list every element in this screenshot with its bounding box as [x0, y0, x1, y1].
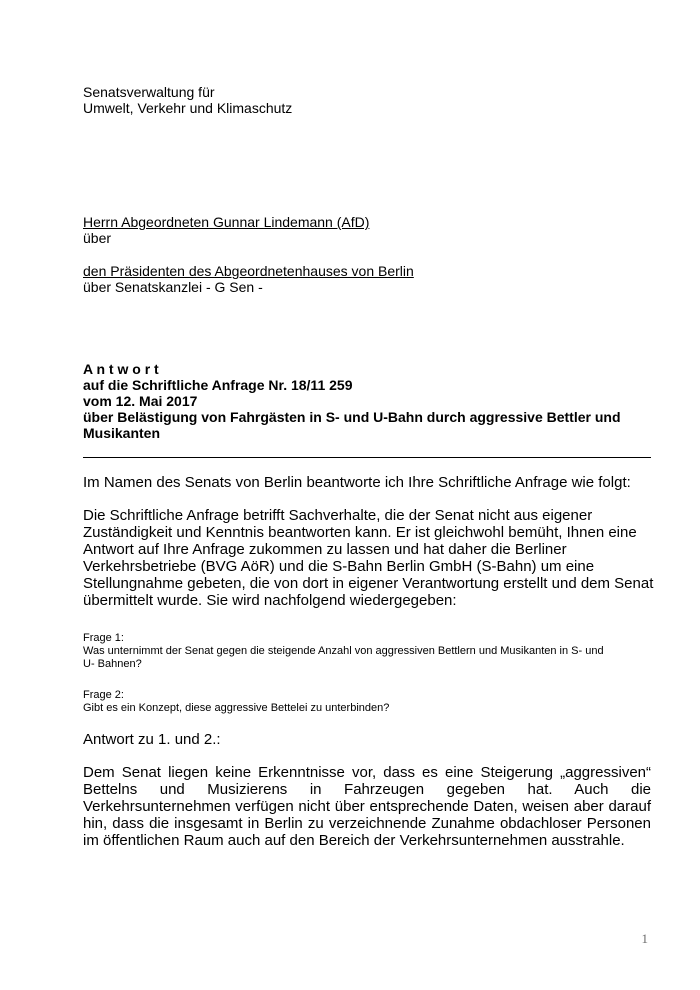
- page-number: 1: [641, 931, 648, 946]
- question-1-line-1: Was unternimmt der Senat gegen die steigende Anzahl von aggressiven Bettlern und Musikanten in S- und: [83, 645, 604, 657]
- answer-paragraph: Dem Senat liegen keine Erkenntnisse vor, dass es eine Steigerung „aggressiven“ Bettelns und Musizierens in Fahrzeugen gegeben hat. Auch die Verkehrsunternehmen verfügen nicht über entsprechende Daten, weisen aber darauf hin, dass die insgesamt in Berlin zu verzeichnende Zunahme obdachloser Personen im öffentlichen Raum auch auf den Bereich der Verkehrsunternehmen ausstrahle.: [83, 764, 651, 849]
- document-title: [83, 361, 621, 441]
- preface-line-1: Die Schriftliche Anfrage betrifft Sachverhalte, die der Senat nicht aus eigener: [83, 507, 593, 524]
- recipient-via-1: über: [83, 230, 112, 246]
- preface-line-6: übermittelt wurde. Sie wird nachfolgend wiedergegeben:: [83, 592, 457, 609]
- title-word: A n t w o r t: [83, 361, 159, 377]
- title-line-4: über Belästigung von Fahrgästen in S- und U-Bahn durch aggressive Bettler und: [83, 409, 621, 425]
- title-line-5: Musikanten: [83, 425, 161, 441]
- answer-label: Antwort zu 1. und 2.:: [83, 731, 221, 748]
- title-line-3: vom 12. Mai 2017: [83, 393, 198, 409]
- preface-line-5: Stellungnahme gebeten, die von dort in eigener Verantwortung erstellt und dem Senat: [83, 575, 654, 592]
- preface-line-3: Antwort auf Ihre Anfrage zukommen zu lassen und hat daher die Berliner: [83, 541, 567, 558]
- president-block: [83, 263, 414, 295]
- question-2: [83, 689, 651, 715]
- recipient-name: Herrn Abgeordneten Gunnar Lindemann (AfD): [83, 214, 370, 230]
- recipient-president: den Präsidenten des Abgeordnetenhauses von Berlin: [83, 263, 414, 279]
- question-1-label: Frage 1:: [83, 632, 124, 644]
- preface-paragraph: [83, 507, 654, 609]
- question-1: [83, 632, 651, 671]
- recipient-block: [83, 214, 369, 246]
- recipient-via-2: über Senatskanzlei - G Sen -: [83, 279, 263, 295]
- separator-line: [83, 457, 651, 458]
- preface-line-2: Zuständigkeit und Kenntnis beantworten kann. Er ist gleichwohl bemüht, Ihnen eine: [83, 524, 637, 541]
- preface-line-4: Verkehrsbetriebe (BVG AöR) und die S-Bahn Berlin GmbH (S-Bahn) um eine: [83, 558, 595, 575]
- title-line-2: auf die Schriftliche Anfrage Nr. 18/11 259: [83, 377, 353, 393]
- question-2-line-1: Gibt es ein Konzept, diese aggressive Bettelei zu unterbinden?: [83, 702, 390, 714]
- sender-line-2: Umwelt, Verkehr und Klimaschutz: [83, 100, 293, 116]
- question-2-label: Frage 2:: [83, 689, 124, 701]
- sender-block: [83, 84, 292, 116]
- sender-line-1: Senatsverwaltung für: [83, 84, 215, 100]
- intro-paragraph: Im Namen des Senats von Berlin beantworte ich Ihre Schriftliche Anfrage wie folgt:: [83, 474, 631, 491]
- question-1-line-2: U- Bahnen?: [83, 658, 142, 670]
